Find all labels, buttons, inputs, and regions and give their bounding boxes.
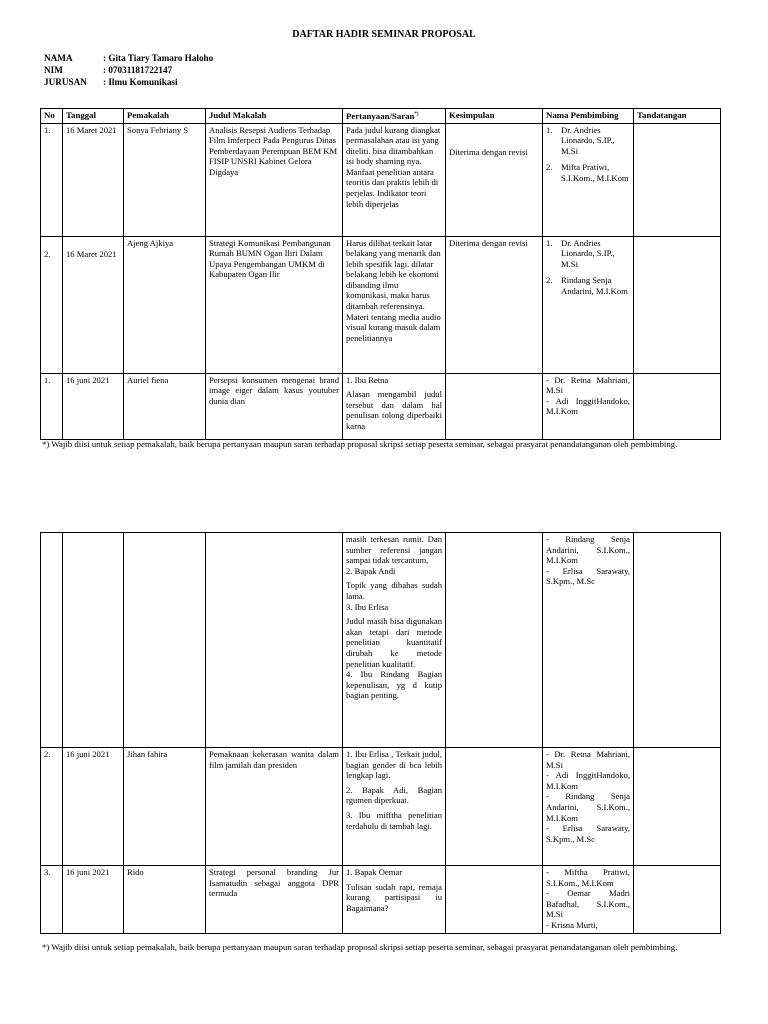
pembimbing-name: Rindang Senja Andarini, M.I.Kom: [561, 275, 628, 296]
row-saran: [343, 748, 446, 866]
row-pemakalah: Sonya Febriany S: [124, 123, 206, 236]
row-saran: Harus dilihat terkait latar belakang yang menarik dan lebih spesifik lagi. dilatar belakang lebih ke ekonomi dibanding ilmu komunikasi, maka harus ditambah referensinya. Materi tentang media audio visual kurang masuk dalam penelitiannya: [343, 236, 446, 373]
row-kesimpulan-cell: [446, 123, 543, 236]
pembimbing-name: - Miftha Pratiwi, S.I.Kom., M.I.Kom: [546, 867, 630, 888]
row-saran: [343, 866, 446, 934]
row-kesimpulan: Diterima dengan revisi: [446, 236, 543, 373]
row-no-cell: [41, 236, 63, 373]
row-pembimbing: [543, 373, 634, 439]
pembimbing-num: 2.: [546, 162, 553, 173]
footnote-page2: *) Wajib diisi untuk setiap pemakalah, baik berupa pertanyaan maupun saran terhadap proposal skripsi setiap peserta seminar, sebagai prasyarat penandatanganan oleh pembimbing.: [42, 942, 678, 952]
row-judul: Pemaknaan kekerasan wanita dalam film jamilah dan presiden: [206, 748, 343, 866]
saran-line: Judul masih bisa digunakan akan tetapi dari metode penelitian kuantitatif dirubah ke metode penelitian kualitatif.: [346, 616, 442, 669]
row-pemakalah: Ajeng Ajkiya: [124, 236, 206, 373]
row-tanggal-cell: [63, 236, 124, 373]
saran-line: 2. Bapak Adi, Bagian rgumen diperkuat.: [346, 784, 442, 806]
pembimbing-num: 2.: [546, 275, 553, 286]
table-row: [41, 373, 721, 439]
row-tanggal: 16 juni 2021: [63, 866, 124, 934]
info-label-nim: NIM: [44, 65, 63, 75]
row-judul: [206, 533, 343, 748]
row-kesimpulan: [446, 533, 543, 748]
saran-line: Alasan mengambil judul tersebut dan dalam hal penulisan tolong diperbaiki karna: [346, 389, 442, 431]
pembimbing-name: Mifta Pratiwi, S.I.Kom., M.I.Kom: [561, 162, 629, 183]
pembimbing-name: - Erlisa Sarawaty, S.Kpm., M.Sc: [546, 565, 630, 587]
pembimbing-name: - Oemar Madri Bafadhal, S.I.Kom., M.Si: [546, 888, 630, 920]
table-row: [41, 123, 721, 236]
row-no: 2.: [41, 748, 63, 866]
row-pembimbing: [543, 866, 634, 934]
pembimbing-name: Dr. Andries Lionardo, S.IP., M.Si: [561, 237, 615, 269]
row-pembimbing: [543, 748, 634, 866]
attendance-table-page2: [40, 532, 721, 934]
pembimbing-name: - Dr. Retna Mahriani, M.Si: [546, 749, 630, 770]
row-tandatangan: [634, 373, 721, 439]
row-tandatangan: [634, 533, 721, 748]
row-pemakalah: [124, 533, 206, 748]
saran-line: 1. Bapak Oemar: [346, 867, 403, 877]
row-no: 1.: [41, 373, 63, 439]
saran-line: 4. Ibu Rindang Bagian kepenulisan, yg d kutip bagian penting.: [346, 669, 442, 701]
row-tandatangan: [634, 123, 721, 236]
header-judul: Judul Makalah: [206, 109, 343, 124]
table-row: [41, 533, 721, 748]
pembimbing-name: - Erlisa Sarawaty, S.Kpm., M.Sc: [546, 823, 630, 844]
header-tanggal: Tanggal: [63, 109, 124, 124]
saran-line: 2. Bapak Andi: [346, 565, 396, 576]
info-value-nim: : 07031181722147: [103, 65, 173, 75]
row-kesimpulan: [446, 373, 543, 439]
row-pemakalah: Auriel fiena: [124, 373, 206, 439]
row-pembimbing: [543, 533, 634, 748]
row-no: [41, 533, 63, 748]
table-header-row: [41, 109, 721, 124]
row-saran: Pada judul kurang diangkat permasalahan atau isi yang diteliti. bisa ditambahkan isi body shaming nya. Manfaat penelitian antara teoritis dan praktis lebih di perjelas. Indikator teori lebih diperjelas: [343, 123, 446, 236]
row-judul: Strategi Komunikasi Pembangunan Rumah BUMN Ogan Iliri Dalam Upaya Pengembangan UMKM di Kabupaten Ogan Ilir: [206, 236, 343, 373]
header-no: No: [41, 109, 63, 124]
pembimbing-name: - Adi InggitHandoko, M.I.Kom: [546, 770, 630, 791]
row-no: 1.: [41, 123, 63, 236]
row-no: 3.: [41, 866, 63, 934]
saran-line: Topik yang dibahas sudah lama.: [346, 580, 442, 601]
info-value-nama: : Gita Tiary Tamaro Haloho: [103, 53, 214, 63]
row-pembimbing: [543, 236, 634, 373]
pembimbing-num: 1.: [546, 124, 553, 135]
table-row: [41, 236, 721, 373]
header-kesimpulan: Kesimpulan: [446, 109, 543, 124]
row-tanggal: 16 juni 2021: [63, 748, 124, 866]
row-tandatangan: [634, 236, 721, 373]
pembimbing-name: - Rindang Senja Andarini, S.I.Kom., M.I.Kom: [546, 534, 630, 566]
header-saran-sup: *): [414, 112, 419, 117]
document-title: DAFTAR HADIR SEMINAR PROPOSAL: [292, 29, 476, 40]
row-pembimbing: [543, 123, 634, 236]
row-tandatangan: [634, 866, 721, 934]
pembimbing-name: - Adi InggitHandoko, M.I.Kom: [546, 395, 630, 417]
info-value-jurusan: : Ilmu Komunikasi: [103, 77, 178, 87]
pembimbing-name: - Rindang Senja Andarini, S.I.Kom., M.I.Kom: [546, 791, 630, 823]
saran-line: 1. Ibu Retna: [346, 374, 389, 385]
row-tanggal: 16 Maret 2021: [63, 123, 124, 236]
header-pemakalah: Pemakalah: [124, 109, 206, 124]
attendance-table-page1: [40, 108, 721, 440]
pembimbing-name: - Krisna Murti,: [546, 919, 598, 930]
row-no: 2.: [44, 248, 51, 259]
row-tanggal: 16 juni 2021: [63, 373, 124, 439]
header-saran-cell: [343, 109, 446, 124]
saran-line: masih terkesan rumit. Dan sumber referensi jangan sampai tidak tercantum,: [346, 534, 442, 566]
row-kesimpulan: Diterima dengan revisi: [449, 146, 528, 157]
row-judul: Analisis Resepsi Audiens Terhadap Film Imferpect Pada Pengurus Dinas Pemberdayaan Perempuan BEM KM FISIP UNSRI Kabinet Gelora Digdaya: [206, 123, 343, 236]
row-saran: [343, 533, 446, 748]
header-tandatangan: Tandatangan: [634, 109, 721, 124]
row-tanggal: 16 Maret 2021: [66, 248, 117, 259]
info-label-jurusan: JURUSAN: [44, 77, 87, 87]
saran-line: 1. Ibu Erlisa , Terkait judul, bagian gender di bca lebih lengkap lagi.: [346, 749, 442, 781]
row-judul: Strategi personal branding Jur Isamatudin sebagai anggota DPR termuda: [206, 866, 343, 934]
row-pemakalah: Rido: [124, 866, 206, 934]
student-info: [44, 52, 213, 88]
saran-line: 3. Ibu mifftha penelitian terdahulu di tambah lagi.: [346, 809, 442, 831]
header-pembimbing: Nama Pembimbing: [543, 109, 634, 124]
saran-line: 3. Ibu Erlisa: [346, 601, 389, 612]
pembimbing-name: - Dr. Retna Mahriani, M.Si: [546, 374, 630, 396]
pembimbing-name: Dr. Andries Lionardo, S.IP., M.Si: [561, 124, 615, 156]
footnote-page1: *) Wajib diisi untuk setiap pemakalah, baik berupa pertanyaan maupun saran terhadap proposal skripsi setiap peserta seminar, sebagai prasyarat penandatanganan oleh pembimbing.: [42, 439, 678, 449]
pembimbing-num: 1.: [546, 237, 553, 248]
row-kesimpulan: [446, 748, 543, 866]
row-tandatangan: [634, 748, 721, 866]
row-saran: [343, 373, 446, 439]
row-kesimpulan: [446, 866, 543, 934]
table-row: [41, 748, 721, 866]
row-tanggal: [63, 533, 124, 748]
saran-line: Tulisan sudah rapi, remaja kurang partisipasi iu Bagaimana?: [346, 881, 442, 913]
info-label-nama: NAMA: [44, 53, 73, 63]
row-pemakalah: Jihan fahira: [124, 748, 206, 866]
table-row: [41, 866, 721, 934]
header-saran: Pertanyaan/Saran: [346, 110, 415, 121]
row-judul: Persepsi konsumen mengenai brand image eiger dalam kasus youtuber dunia dian: [206, 373, 343, 439]
